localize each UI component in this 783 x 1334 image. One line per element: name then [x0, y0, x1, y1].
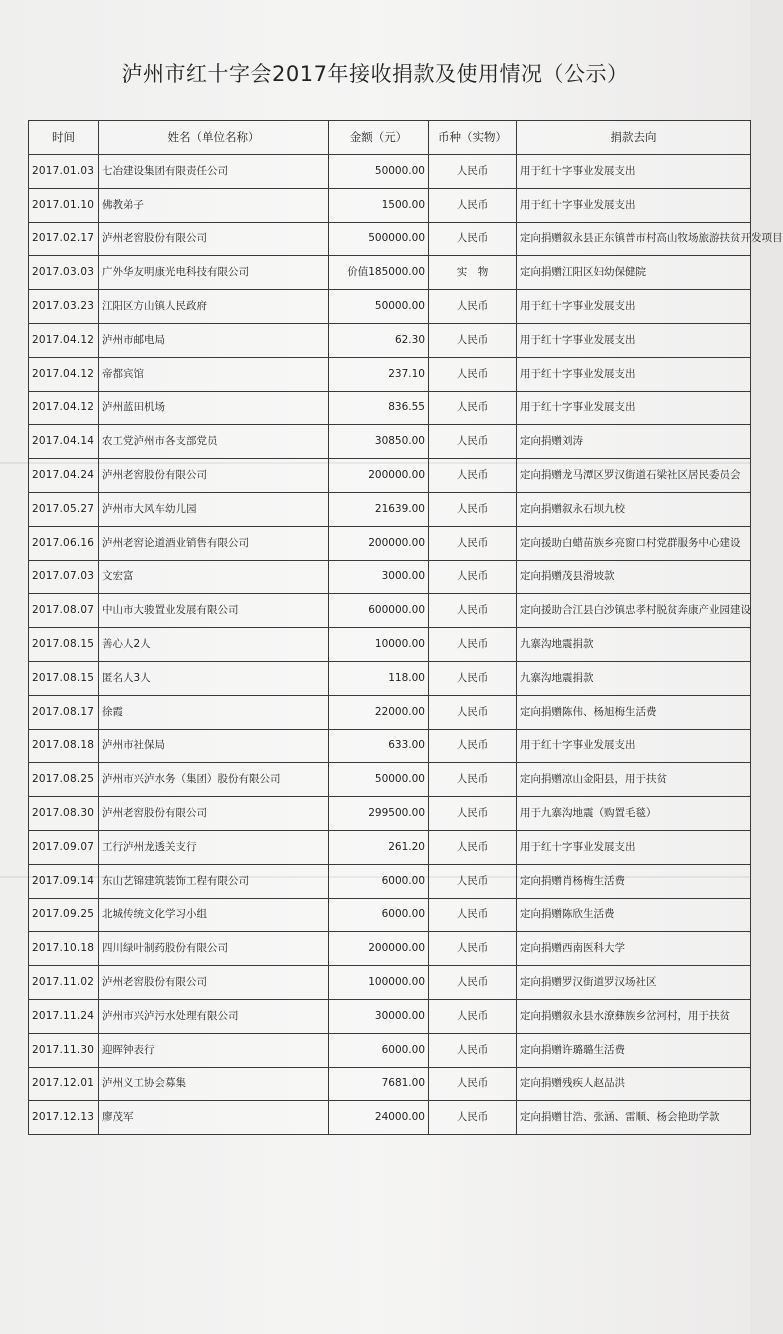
row-use: 定向捐赠残疾人赵品洪	[517, 1067, 751, 1101]
table-row	[29, 966, 751, 1000]
row-date: 2017.08.25	[29, 763, 99, 797]
row-currency: 人民币	[429, 188, 517, 222]
table-row	[29, 695, 751, 729]
table-row	[29, 830, 751, 864]
row-amount: 200000.00	[329, 932, 429, 966]
row-currency: 人民币	[429, 560, 517, 594]
row-date: 2017.11.24	[29, 999, 99, 1033]
row-date: 2017.04.24	[29, 459, 99, 493]
row-donor: 廖茂军	[99, 1101, 329, 1135]
table-row	[29, 155, 751, 189]
row-donor: 四川绿叶制药股份有限公司	[99, 932, 329, 966]
page-title: 泸州市红十字会2017年接收捐款及使用情况（公示）	[121, 62, 629, 86]
row-donor: 泸州义工协会募集	[99, 1067, 329, 1101]
row-currency: 人民币	[429, 425, 517, 459]
row-date: 2017.12.01	[29, 1067, 99, 1101]
row-amount: 7681.00	[329, 1067, 429, 1101]
row-donor: 泸州市社保局	[99, 729, 329, 763]
row-use: 用于红十字事业发展支出	[517, 391, 751, 425]
row-amount: 24000.00	[329, 1101, 429, 1135]
row-amount: 50000.00	[329, 763, 429, 797]
header-currency: 币种（实物）	[429, 121, 517, 155]
paper-fold-line	[0, 876, 750, 878]
row-date: 2017.04.14	[29, 425, 99, 459]
row-amount: 200000.00	[329, 526, 429, 560]
row-use: 定向捐赠陈欣生活费	[517, 898, 751, 932]
row-date: 2017.08.15	[29, 661, 99, 695]
row-amount: 价值185000.00	[329, 256, 429, 290]
row-donor: 中山市大骏置业发展有限公司	[99, 594, 329, 628]
row-currency: 人民币	[429, 1067, 517, 1101]
row-use: 定向捐赠刘涛	[517, 425, 751, 459]
row-currency: 人民币	[429, 999, 517, 1033]
row-amount: 21639.00	[329, 492, 429, 526]
row-use: 定向捐赠江阳区妇幼保健院	[517, 256, 751, 290]
row-use: 九寨沟地震捐款	[517, 628, 751, 662]
row-amount: 50000.00	[329, 290, 429, 324]
row-donor: 泸州老窖股份有限公司	[99, 966, 329, 1000]
row-currency: 人民币	[429, 459, 517, 493]
row-date: 2017.07.03	[29, 560, 99, 594]
row-currency: 人民币	[429, 492, 517, 526]
row-amount: 10000.00	[329, 628, 429, 662]
table-row	[29, 661, 751, 695]
table-row	[29, 290, 751, 324]
row-donor: 东山艺锦建筑装饰工程有限公司	[99, 864, 329, 898]
row-use: 定向捐赠肖杨梅生活费	[517, 864, 751, 898]
row-date: 2017.12.13	[29, 1101, 99, 1135]
row-donor: 泸州老窖股份有限公司	[99, 222, 329, 256]
row-use: 定向捐赠叙永县水潦彝族乡岔河村，用于扶贫	[517, 999, 751, 1033]
row-donor: 迎晖钟表行	[99, 1033, 329, 1067]
row-use: 定向捐赠凉山金阳县，用于扶贫	[517, 763, 751, 797]
table-row	[29, 1067, 751, 1101]
row-donor: 佛教弟子	[99, 188, 329, 222]
row-use: 定向捐赠许璐璐生活费	[517, 1033, 751, 1067]
row-donor: 善心人2人	[99, 628, 329, 662]
row-amount: 633.00	[329, 729, 429, 763]
row-donor: 七冶建设集团有限责任公司	[99, 155, 329, 189]
row-amount: 299500.00	[329, 797, 429, 831]
table-row	[29, 357, 751, 391]
row-use: 定向捐赠茂县滑坡款	[517, 560, 751, 594]
row-currency: 人民币	[429, 661, 517, 695]
row-amount: 30850.00	[329, 425, 429, 459]
header-name: 姓名（单位名称）	[99, 121, 329, 155]
table-row	[29, 222, 751, 256]
row-date: 2017.05.27	[29, 492, 99, 526]
row-use: 定向援助白蜡苗族乡亮窗口村党群服务中心建设	[517, 526, 751, 560]
row-use: 定向捐赠罗汉街道罗汉场社区	[517, 966, 751, 1000]
row-amount: 200000.00	[329, 459, 429, 493]
row-donor: 工行泸州龙透关支行	[99, 830, 329, 864]
row-donor: 江阳区方山镇人民政府	[99, 290, 329, 324]
row-date: 2017.03.03	[29, 256, 99, 290]
table-row	[29, 188, 751, 222]
table-row	[29, 628, 751, 662]
table-row	[29, 763, 751, 797]
table-row	[29, 594, 751, 628]
row-use: 用于红十字事业发展支出	[517, 323, 751, 357]
table-row	[29, 526, 751, 560]
table-row	[29, 1101, 751, 1135]
row-amount: 6000.00	[329, 864, 429, 898]
row-currency: 人民币	[429, 864, 517, 898]
row-currency: 人民币	[429, 1033, 517, 1067]
table-row	[29, 999, 751, 1033]
table-row	[29, 492, 751, 526]
row-currency: 人民币	[429, 729, 517, 763]
table-row	[29, 560, 751, 594]
table-row	[29, 391, 751, 425]
row-amount: 1500.00	[329, 188, 429, 222]
row-use: 用于红十字事业发展支出	[517, 830, 751, 864]
table-header	[29, 121, 751, 155]
row-currency: 人民币	[429, 830, 517, 864]
row-date: 2017.09.14	[29, 864, 99, 898]
table-row	[29, 932, 751, 966]
header-row	[29, 121, 751, 155]
row-date: 2017.02.17	[29, 222, 99, 256]
header-date: 时间	[29, 121, 99, 155]
row-donor: 泸州蓝田机场	[99, 391, 329, 425]
row-currency: 人民币	[429, 797, 517, 831]
table-body	[29, 155, 783, 1135]
row-donor: 泸州市邮电局	[99, 323, 329, 357]
row-date: 2017.06.16	[29, 526, 99, 560]
row-use: 定向捐赠龙马潭区罗汉街道石梁社区居民委员会	[517, 459, 751, 493]
row-donor: 匿名人3人	[99, 661, 329, 695]
row-amount: 836.55	[329, 391, 429, 425]
row-date: 2017.09.25	[29, 898, 99, 932]
row-date: 2017.08.17	[29, 695, 99, 729]
row-amount: 62.30	[329, 323, 429, 357]
row-date: 2017.08.07	[29, 594, 99, 628]
row-currency: 人民币	[429, 932, 517, 966]
row-currency: 人民币	[429, 898, 517, 932]
row-date: 2017.01.10	[29, 188, 99, 222]
row-use: 九寨沟地震捐款	[517, 661, 751, 695]
row-donor: 徐霞	[99, 695, 329, 729]
row-date: 2017.11.30	[29, 1033, 99, 1067]
row-use: 定向捐赠叙永石坝九校	[517, 492, 751, 526]
row-use: 用于红十字事业发展支出	[517, 290, 751, 324]
row-use: 用于红十字事业发展支出	[517, 357, 751, 391]
row-donor: 农工党泸州市各支部党员	[99, 425, 329, 459]
row-donor: 文宏富	[99, 560, 329, 594]
row-amount: 118.00	[329, 661, 429, 695]
row-date: 2017.10.18	[29, 932, 99, 966]
row-amount: 50000.00	[329, 155, 429, 189]
row-amount: 6000.00	[329, 898, 429, 932]
row-donor: 泸州市兴泸污水处理有限公司	[99, 999, 329, 1033]
row-currency: 人民币	[429, 594, 517, 628]
row-currency: 人民币	[429, 966, 517, 1000]
row-date: 2017.08.15	[29, 628, 99, 662]
table-row	[29, 256, 751, 290]
row-donor: 泸州市大风车幼儿园	[99, 492, 329, 526]
row-amount: 22000.00	[329, 695, 429, 729]
row-currency: 人民币	[429, 695, 517, 729]
row-date: 2017.03.23	[29, 290, 99, 324]
row-date: 2017.04.12	[29, 391, 99, 425]
row-use: 用于红十字事业发展支出	[517, 729, 751, 763]
row-use: 用于红十字事业发展支出	[517, 155, 751, 189]
row-currency: 人民币	[429, 290, 517, 324]
row-date: 2017.01.03	[29, 155, 99, 189]
row-currency: 人民币	[429, 323, 517, 357]
table-row	[29, 729, 751, 763]
row-use: 定向捐赠叙永县正东镇普市村高山牧场旅游扶贫开发项目	[517, 222, 751, 256]
row-use: 定向援助合江县白沙镇忠孝村脱贫奔康产业园建设	[517, 594, 751, 628]
donation-table	[28, 120, 783, 1135]
row-donor: 泸州市兴泸水务（集团）股份有限公司	[99, 763, 329, 797]
row-use: 用于红十字事业发展支出	[517, 188, 751, 222]
row-date: 2017.09.07	[29, 830, 99, 864]
row-donor: 广外华友明康光电科技有限公司	[99, 256, 329, 290]
row-currency: 人民币	[429, 763, 517, 797]
table-row	[29, 323, 751, 357]
row-amount: 100000.00	[329, 966, 429, 1000]
row-currency: 人民币	[429, 526, 517, 560]
row-date: 2017.04.12	[29, 323, 99, 357]
row-amount: 6000.00	[329, 1033, 429, 1067]
row-currency: 实 物	[429, 256, 517, 290]
row-currency: 人民币	[429, 1101, 517, 1135]
table-row	[29, 898, 751, 932]
table-row	[29, 425, 751, 459]
row-currency: 人民币	[429, 628, 517, 662]
row-amount: 30000.00	[329, 999, 429, 1033]
table-row	[29, 797, 751, 831]
row-date: 2017.11.02	[29, 966, 99, 1000]
row-currency: 人民币	[429, 222, 517, 256]
row-amount: 500000.00	[329, 222, 429, 256]
row-currency: 人民币	[429, 155, 517, 189]
row-date: 2017.08.30	[29, 797, 99, 831]
row-currency: 人民币	[429, 391, 517, 425]
row-date: 2017.08.18	[29, 729, 99, 763]
row-amount: 600000.00	[329, 594, 429, 628]
header-use: 捐款去向	[517, 121, 751, 155]
row-donor: 泸州老窖股份有限公司	[99, 797, 329, 831]
row-donor: 泸州老窖论道酒业销售有限公司	[99, 526, 329, 560]
row-donor: 泸州老窖股份有限公司	[99, 459, 329, 493]
row-amount: 3000.00	[329, 560, 429, 594]
row-date: 2017.04.12	[29, 357, 99, 391]
row-donor: 北城传统文化学习小组	[99, 898, 329, 932]
paper-fold-line	[0, 462, 750, 464]
header-amount: 金额（元）	[329, 121, 429, 155]
row-use: 定向捐赠陈伟、杨旭梅生活费	[517, 695, 751, 729]
row-amount: 261.20	[329, 830, 429, 864]
row-amount: 237.10	[329, 357, 429, 391]
table-row	[29, 864, 751, 898]
row-use: 用于九寨沟地震（购置毛毯）	[517, 797, 751, 831]
row-use: 定向捐赠西南医科大学	[517, 932, 751, 966]
row-donor: 帝都宾馆	[99, 357, 329, 391]
table-row	[29, 1033, 751, 1067]
row-currency: 人民币	[429, 357, 517, 391]
row-use: 定向捐赠甘浩、张涵、雷顺、杨会艳助学款	[517, 1101, 751, 1135]
